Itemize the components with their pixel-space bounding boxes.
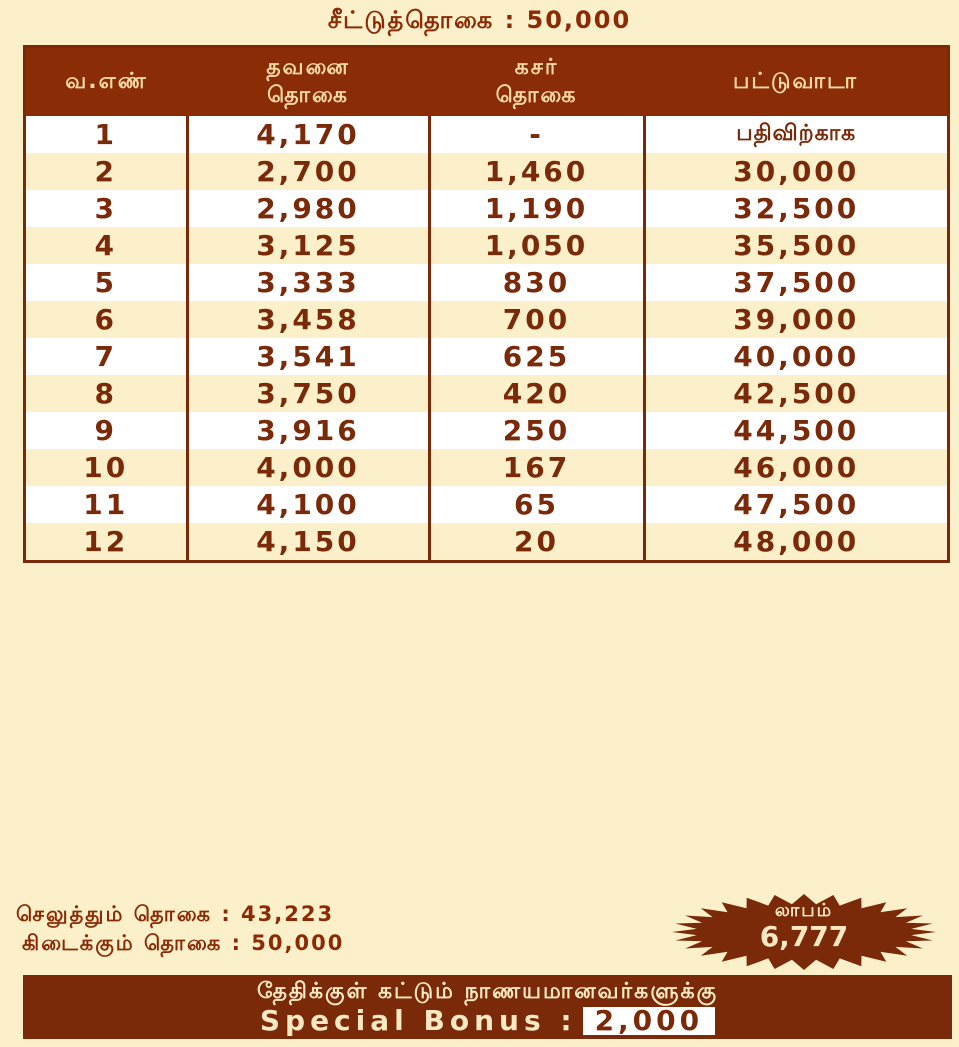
table-row bbox=[26, 190, 947, 227]
table-row bbox=[26, 116, 947, 153]
header-discount-amount: கசர் தொகை bbox=[429, 48, 644, 116]
cell-payout: 48,000 bbox=[644, 523, 947, 560]
cell-serial: 5 bbox=[26, 264, 187, 301]
table-row bbox=[26, 338, 947, 375]
cell-installment: 4,170 bbox=[187, 116, 429, 153]
cell-discount: 250 bbox=[429, 412, 644, 449]
cell-serial: 8 bbox=[26, 375, 187, 412]
profit-value: 6,777 bbox=[759, 920, 849, 953]
cell-discount: 20 bbox=[429, 523, 644, 560]
cell-payout: 40,000 bbox=[644, 338, 947, 375]
table-row bbox=[26, 449, 947, 486]
cell-installment: 3,750 bbox=[187, 375, 429, 412]
cell-serial: 1 bbox=[26, 116, 187, 153]
cell-installment: 4,100 bbox=[187, 486, 429, 523]
profit-label: லாபம் bbox=[774, 900, 834, 921]
bonus-value: 2,000 bbox=[583, 1007, 716, 1035]
cell-serial: 6 bbox=[26, 301, 187, 338]
profit-badge bbox=[671, 901, 937, 953]
header-installment-amount: தவனை தொகை bbox=[187, 48, 429, 116]
cell-serial: 3 bbox=[26, 190, 187, 227]
cell-payout: 35,500 bbox=[644, 227, 947, 264]
cell-serial: 4 bbox=[26, 227, 187, 264]
special-bonus-banner bbox=[23, 975, 952, 1039]
amount-paid-line: செலுத்தும் தொகை : 43,223 bbox=[16, 902, 335, 926]
cell-discount: 625 bbox=[429, 338, 644, 375]
cell-payout: 37,500 bbox=[644, 264, 947, 301]
table-row bbox=[26, 486, 947, 523]
cell-payout: 47,500 bbox=[644, 486, 947, 523]
cell-payout: 32,500 bbox=[644, 190, 947, 227]
table-row bbox=[26, 375, 947, 412]
banner-text: தேதிக்குள் கட்டும் நாணயமானவர்களுக்கு bbox=[256, 979, 719, 1004]
cell-serial: 10 bbox=[26, 449, 187, 486]
bonus-label: Special Bonus : bbox=[259, 1004, 577, 1037]
cell-payout: 44,500 bbox=[644, 412, 947, 449]
table-row bbox=[26, 412, 947, 449]
cell-discount: 420 bbox=[429, 375, 644, 412]
cell-serial: 2 bbox=[26, 153, 187, 190]
summary-block bbox=[16, 900, 344, 958]
table-row bbox=[26, 264, 947, 301]
table-row bbox=[26, 523, 947, 560]
cell-discount: 1,460 bbox=[429, 153, 644, 190]
cell-discount: 700 bbox=[429, 301, 644, 338]
page-title: சீட்டுத்தொகை : 50,000 bbox=[327, 6, 632, 34]
cell-installment: 2,980 bbox=[187, 190, 429, 227]
cell-discount: 167 bbox=[429, 449, 644, 486]
cell-payout: பதிவிற்காக bbox=[644, 116, 947, 153]
table-row bbox=[26, 227, 947, 264]
header-payout: பட்டுவாடா bbox=[644, 48, 947, 116]
cell-payout: 46,000 bbox=[644, 449, 947, 486]
table-row bbox=[26, 301, 947, 338]
table-row bbox=[26, 153, 947, 190]
cell-discount: 830 bbox=[429, 264, 644, 301]
cell-installment: 4,000 bbox=[187, 449, 429, 486]
cell-serial: 12 bbox=[26, 523, 187, 560]
cell-installment: 3,125 bbox=[187, 227, 429, 264]
cell-discount: 1,050 bbox=[429, 227, 644, 264]
cell-installment: 3,458 bbox=[187, 301, 429, 338]
cell-discount: 65 bbox=[429, 486, 644, 523]
cell-discount: 1,190 bbox=[429, 190, 644, 227]
header-serial: வ.எண் bbox=[26, 48, 187, 116]
cell-payout: 30,000 bbox=[644, 153, 947, 190]
installment-table bbox=[23, 45, 950, 563]
cell-installment: 3,541 bbox=[187, 338, 429, 375]
cell-serial: 7 bbox=[26, 338, 187, 375]
cell-installment: 3,916 bbox=[187, 412, 429, 449]
cell-payout: 39,000 bbox=[644, 301, 947, 338]
table-header-row bbox=[26, 48, 947, 116]
cell-serial: 9 bbox=[26, 412, 187, 449]
cell-payout: 42,500 bbox=[644, 375, 947, 412]
cell-installment: 3,333 bbox=[187, 264, 429, 301]
cell-serial: 11 bbox=[26, 486, 187, 523]
cell-discount: - bbox=[429, 116, 644, 153]
cell-installment: 2,700 bbox=[187, 153, 429, 190]
amount-received-line: கிடைக்கும் தொகை : 50,000 bbox=[22, 931, 345, 955]
bonus-line bbox=[23, 1004, 952, 1037]
cell-installment: 4,150 bbox=[187, 523, 429, 560]
